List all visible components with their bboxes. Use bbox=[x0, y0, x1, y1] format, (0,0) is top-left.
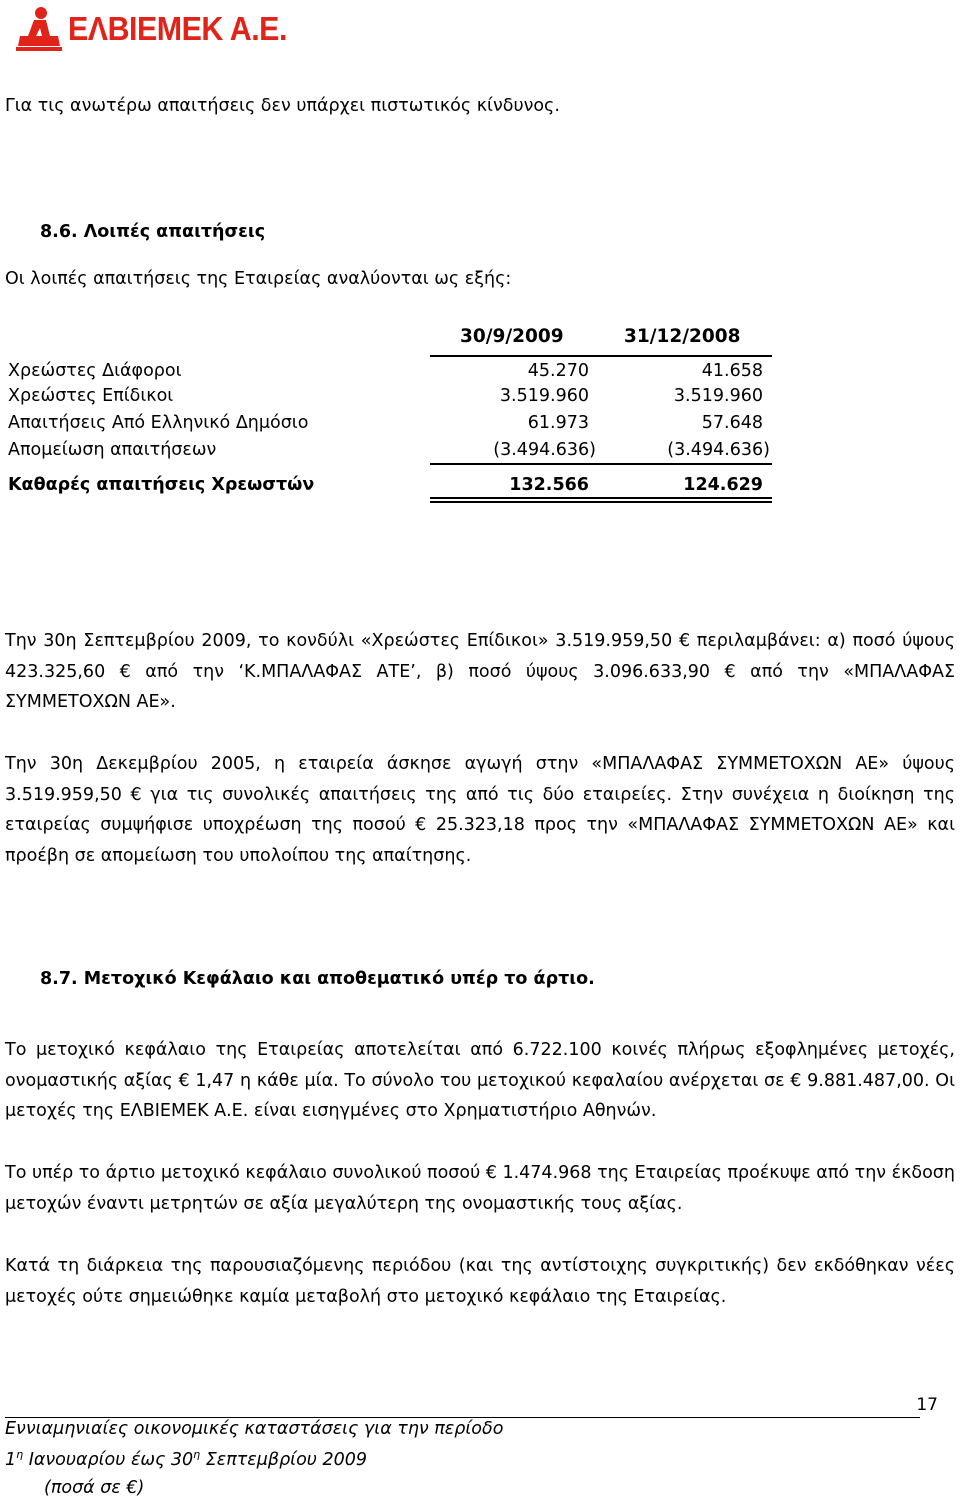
page-number: 17 bbox=[916, 1395, 938, 1415]
worker-icon bbox=[14, 6, 64, 52]
section-8-6-paragraph-1: Την 30η Σεπτεμβρίου 2009, το κονδύλι «Χρεώστες Επίδικοι» 3.519.959,50 € περιλαμβάνει: α) ποσό ύψους 423.325,60 € από την ‘Κ.ΜΠΑΛΑΦΑΣ ΑΤΕ’, β) ποσό ύψους 3.096.633,90 € από την «ΜΠΑΛΑΦΑΣ ΣΥΜΜΕΤΟΧΩΝ ΑΕ». bbox=[5, 631, 955, 712]
row-value-2008: 3.519.960 bbox=[673, 386, 763, 406]
footer-line-1: Εννιαμηνιαίες οικονομικές καταστάσεις για την περίοδο bbox=[5, 1419, 504, 1439]
row-value-2008: (3.494.636) bbox=[667, 440, 770, 460]
total-double-rule-2 bbox=[430, 501, 772, 503]
column-header-2009: 30/9/2009 bbox=[460, 326, 564, 347]
row-value-2009: 3.519.960 bbox=[499, 386, 589, 406]
row-value-2008: 41.658 bbox=[701, 361, 763, 381]
row-value-2009: 61.973 bbox=[527, 413, 589, 433]
section-8-7-paragraph-3: Κατά τη διάρκεια της παρουσιαζόμενης περιόδου (και της αντίστοιχης συγκριτικής) δεν εκδόθηκαν νέες μετοχές ούτε σημειώθηκε καμία μεταβολή στο μετοχικό κεφάλαιο της Εταιρείας. bbox=[5, 1256, 955, 1307]
company-logo bbox=[14, 5, 306, 53]
header-rule bbox=[430, 355, 772, 357]
intro-text: Για τις ανωτέρω απαιτήσεις δεν υπάρχει πιστωτικός κίνδυνος. bbox=[5, 96, 560, 116]
total-value-2009: 132.566 bbox=[509, 475, 589, 495]
footer-rule bbox=[5, 1417, 920, 1418]
column-header-2008: 31/12/2008 bbox=[624, 326, 741, 347]
section-8-6-heading: 8.6. Λοιπές απαιτήσεις bbox=[40, 222, 266, 242]
row-label: Απομείωση απαιτήσεων bbox=[8, 440, 217, 460]
footer-line-2: $1^\eta$ Ιανουαρίου έως $30^\eta$ Σεπτεμβρίου 2009 bbox=[5, 1448, 368, 1470]
subtotal-rule bbox=[430, 463, 772, 465]
section-8-7-paragraph-1: Το μετοχικό κεφάλαιο της Εταιρείας αποτελείται από 6.722.100 κοινές πλήρως εξοφλημένες μετοχές, ονομαστικής αξίας € 1,47 η κάθε μία. Το σύνολο του μετοχικού κεφαλαίου ανέρχεται σε € 9.881.487,00. Οι μετοχές της ΕΛΒΙΕΜΕΚ Α.Ε. είναι εισηγμένες στο Χρηματιστήριο Αθηνών. bbox=[5, 1040, 955, 1121]
section-8-6-paragraph-2: Την 30η Δεκεμβρίου 2005, η εταιρεία άσκησε αγωγή στην «ΜΠΑΛΑΦΑΣ ΣΥΜΜΕΤΟΧΩΝ ΑΕ» ύψους 3.519.959,50 € για τις συνολικές απαιτήσεις της από τις δύο εταιρείες. Στην συνέχεια η διοίκηση της εταιρείας συμψήφισε υποχρέωση της ποσού € 25.323,18 προς την «ΜΠΑΛΑΦΑΣ ΣΥΜΜΕΤΟΧΩΝ ΑΕ» και προέβη σε απομείωση του υπολοίπου της απαίτησης. bbox=[5, 754, 955, 866]
section-8-7-heading: 8.7. Μετοχικό Κεφάλαιο και αποθεματικό υπέρ το άρτιο. bbox=[40, 969, 595, 989]
total-double-rule-1 bbox=[430, 497, 772, 499]
section-8-6-lead: Οι λοιπές απαιτήσεις της Εταιρείας αναλύονται ως εξής: bbox=[5, 269, 512, 289]
row-value-2009: (3.494.636) bbox=[493, 440, 596, 460]
total-value-2008: 124.629 bbox=[683, 475, 763, 495]
row-label: Χρεώστες Επίδικοι bbox=[8, 386, 174, 406]
row-value-2009: 45.270 bbox=[527, 361, 589, 381]
row-value-2008: 57.648 bbox=[701, 413, 763, 433]
row-label: Απαιτήσεις Από Ελληνικό Δημόσιο bbox=[8, 413, 309, 433]
company-logo-text: ΕΛΒΙΕΜΕΚ Α.Ε. bbox=[68, 10, 287, 47]
section-8-7-paragraph-2: Το υπέρ το άρτιο μετοχικό κεφάλαιο συνολικού ποσού € 1.474.968 της Εταιρείας προέκυψε από την έκδοση μετοχών έναντι μετρητών σε αξία μεγαλύτερη της ονομαστικής τους αξίας. bbox=[5, 1163, 955, 1214]
row-label: Χρεώστες Διάφοροι bbox=[8, 361, 182, 381]
total-label: Καθαρές απαιτήσεις Χρεωστών bbox=[8, 475, 315, 495]
footer-line-3: (ποσά σε €) bbox=[44, 1478, 145, 1498]
